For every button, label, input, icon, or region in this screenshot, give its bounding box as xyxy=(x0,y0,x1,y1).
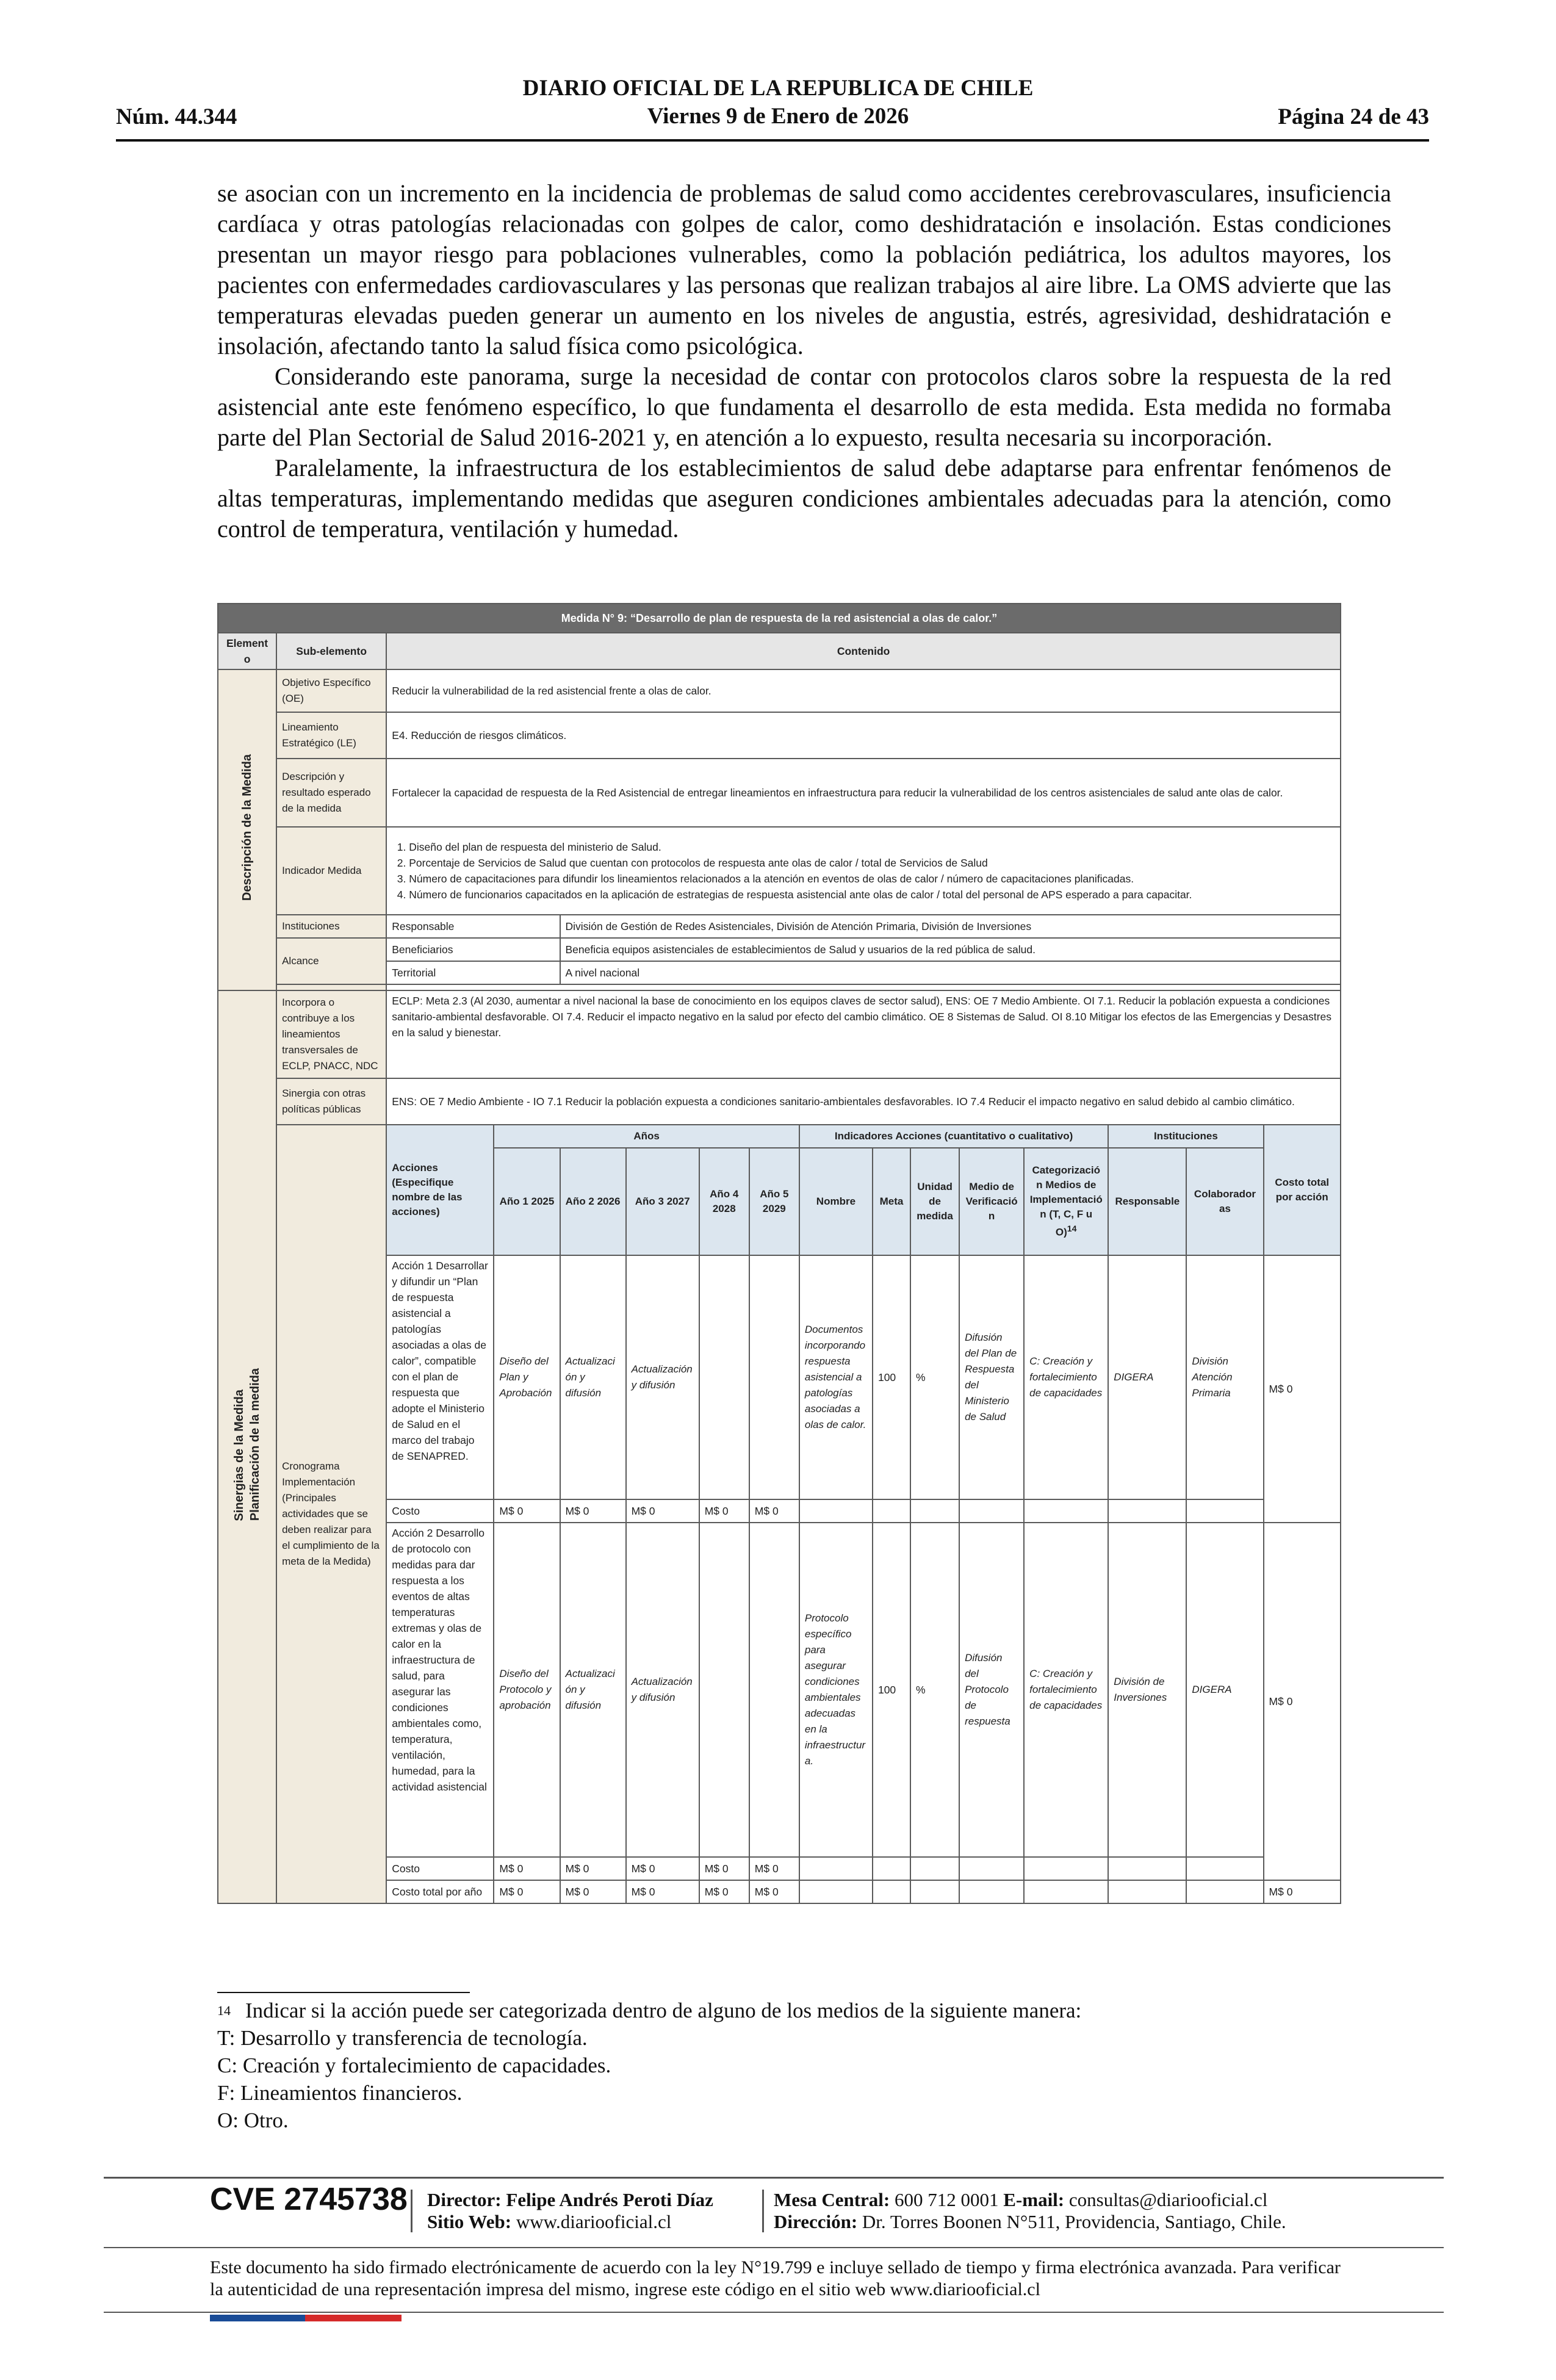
footnote-divider xyxy=(217,1992,470,1993)
action-2-total: M$ 0 xyxy=(1264,1523,1341,1880)
address: Dr. Torres Boonen N°511, Providencia, Santiago, Chile. xyxy=(862,2211,1286,2232)
indicator-item: 3. Número de capacitaciones para difundir los lineamientos relacionados a la atención en eventos de olas de calor / número de capacitaciones planificadas. xyxy=(409,871,1335,887)
total-by-year-label: Costo total por año xyxy=(386,1880,494,1903)
empty-cell xyxy=(959,1499,1024,1523)
web-link[interactable]: www.diariooficial.cl xyxy=(516,2211,672,2232)
subelement-le: Lineamiento Estratégico (LE) xyxy=(276,712,386,759)
mesa-label: Mesa Central: xyxy=(774,2189,890,2210)
spacer-cell xyxy=(276,984,386,990)
empty-cell xyxy=(959,1857,1024,1880)
action-2-cost-year-1: M$ 0 xyxy=(494,1857,560,1880)
action-1-year-3: Actualización y difusión xyxy=(626,1255,699,1499)
subelement-indicador: Indicador Medida xyxy=(276,827,386,915)
footer-divider xyxy=(104,2247,1444,2248)
table-row xyxy=(218,1880,1341,1903)
issue-number: Núm. 44.344 xyxy=(116,104,237,129)
action-2-medio: Difusión del Protocolo de respuesta xyxy=(959,1523,1024,1857)
newspaper-title: DIARIO OFICIAL DE LA REPUBLICA DE CHILE xyxy=(522,76,1034,101)
header-meta: Meta xyxy=(873,1148,910,1255)
empty-cell xyxy=(873,1499,910,1523)
empty-cell xyxy=(873,1880,910,1903)
action-2-year-3: Actualización y difusión xyxy=(626,1523,699,1857)
action-2-indicator: Protocolo específico para asegurar condiciones ambientales adecuadas en la infraestructura. xyxy=(799,1523,873,1857)
footer-divider xyxy=(104,2312,1444,2313)
subelement-cronograma: Cronograma Implementación (Principales actividades que se deben realizar para el cumplimiento de la meta de la Medida) xyxy=(276,1125,386,1903)
empty-cell xyxy=(910,1880,959,1903)
action-2-year-5 xyxy=(749,1523,799,1857)
empty-cell xyxy=(1024,1499,1108,1523)
action-1-colaboradoras: División Atención Primaria xyxy=(1186,1255,1263,1499)
footnote-item: O: Otro. xyxy=(217,2108,289,2132)
flag-stripe-blue xyxy=(210,2315,305,2321)
action-2-meta: 100 xyxy=(873,1523,910,1857)
action-1-name: Acción 1 Desarrollar y difundir un “Plan de respuesta asistencial a patologías asociadas a olas de calor”, compatible con el plan de respuesta que adopte el Ministerio de Salud en el marco del trabajo de SENAPRED. xyxy=(386,1255,494,1499)
le-value: E4. Reducción de riesgos climáticos. xyxy=(386,712,1341,759)
footnote xyxy=(217,1997,1081,2134)
beneficiarios-value: Beneficia equipos asistenciales de establecimientos de Salud y usuarios de la red pública de salud. xyxy=(560,938,1341,961)
total-year-3: M$ 0 xyxy=(626,1880,699,1903)
header-year-5: Año 5 2029 xyxy=(749,1148,799,1255)
beneficiarios-label: Beneficiarios xyxy=(386,938,560,961)
group-planificacion-label: Planificación de la medida xyxy=(248,1368,262,1521)
action-2-year-4 xyxy=(699,1523,749,1857)
action-1-medio: Difusión del Plan de Respuesta del Ministerio de Salud xyxy=(959,1255,1024,1499)
header-nombre: Nombre xyxy=(799,1148,873,1255)
director-label: Director: xyxy=(427,2189,502,2210)
empty-cell xyxy=(799,1499,873,1523)
action-2-cost-year-2: M$ 0 xyxy=(560,1857,626,1880)
measure-table xyxy=(217,603,1341,1904)
header-year-3: Año 3 2027 xyxy=(626,1148,699,1255)
measure-title: Medida N° 9: “Desarrollo de plan de respuesta de la red asistencial a olas de calor.” xyxy=(218,604,1341,633)
empty-cell xyxy=(873,1857,910,1880)
oe-value: Reducir la vulnerabilidad de la red asistencial frente a olas de calor. xyxy=(386,669,1341,712)
signature-notice: Este documento ha sido firmado electrónicamente de acuerdo con la ley N°19.799 e incluye sellado de tiempo y firma electrónica avanzada. Para verificar la autenticidad de una representación impresa del mismo, ingrese este código en el sitio web www.diariooficial.cl xyxy=(210,2257,1341,2299)
indicator-item: 1. Diseño del plan de respuesta del ministerio de Salud. xyxy=(409,839,1335,855)
total-year-2: M$ 0 xyxy=(560,1880,626,1903)
measure-table-wrapper xyxy=(217,603,1341,1899)
responsable-value: División de Gestión de Redes Asistenciales, División de Atención Primaria, División de Inversiones xyxy=(560,915,1341,938)
grand-total: M$ 0 xyxy=(1264,1880,1341,1903)
page-indicator: Página 24 de 43 xyxy=(1278,104,1429,129)
action-1-meta: 100 xyxy=(873,1255,910,1499)
action-1-cost-year-2: M$ 0 xyxy=(560,1499,626,1523)
territorial-label: Territorial xyxy=(386,961,560,984)
header-unidad: Unidad de medida xyxy=(910,1148,959,1255)
col-header-subelemento: Sub-elemento xyxy=(276,633,386,669)
footnote-ref: 14 xyxy=(1067,1224,1077,1235)
indicator-list-cell xyxy=(386,827,1341,915)
territorial-value: A nivel nacional xyxy=(560,961,1341,984)
issue-date: Viernes 9 de Enero de 2026 xyxy=(647,104,909,129)
descripcion-value: Fortalecer la capacidad de respuesta de la Red Asistencial de entregar lineamientos en infraestructura para reducir la vulnerabilidad de los centros asistenciales de salud ante olas de calor. xyxy=(386,759,1341,827)
footnote-text: Indicar si la acción puede ser categorizada dentro de alguno de los medios de la siguiente manera: xyxy=(245,1999,1082,2022)
header-year-2: Año 2 2026 xyxy=(560,1148,626,1255)
empty-cell xyxy=(799,1857,873,1880)
table-row xyxy=(218,1255,1341,1499)
indicator-list xyxy=(392,839,1335,903)
col-header-elemento: Elemento xyxy=(218,633,276,669)
action-1-cost-year-4: M$ 0 xyxy=(699,1499,749,1523)
col-header-contenido: Contenido xyxy=(386,633,1341,669)
indicator-item: 2. Porcentaje de Servicios de Salud que cuentan con protocolos de respuesta ante olas de calor / total de Servicios de Salud xyxy=(409,855,1335,871)
subelement-alcance: Alcance xyxy=(276,938,386,984)
subelement-incorpora: Incorpora o contribuye a los lineamientos transversales de ECLP, PNACC, NDC xyxy=(276,990,386,1078)
subelement-descripcion: Descripción y resultado esperado de la medida xyxy=(276,759,386,827)
empty-cell xyxy=(910,1857,959,1880)
group-descripcion xyxy=(218,669,276,990)
footer-divider xyxy=(104,2177,1444,2179)
paragraph: Paralelamente, la infraestructura de los establecimientos de salud debe adaptarse para enfrentar fenómenos de altas temperaturas, implementando medidas que aseguren condiciones ambientales adecuadas para la atención, como control de temperatura, ventilación y humedad. xyxy=(217,454,1391,543)
email-label: E-mail: xyxy=(1003,2189,1065,2210)
action-1-cost-year-5: M$ 0 xyxy=(749,1499,799,1523)
total-year-1: M$ 0 xyxy=(494,1880,560,1903)
indicator-item: 4. Número de funcionarios capacitados en la aplicación de estrategias de respuesta asistencial ante olas de calor / total del personal de APS esperado a para capacitar. xyxy=(409,887,1335,903)
paragraph: se asocian con un incremento en la incidencia de problemas de salud como accidentes cerebrovasculares, insuficiencia cardíaca y otras patologías relacionadas con golpes de calor, como deshidratación e insolación. Estas condiciones presentan un mayor riesgo para poblaciones vulnerables, como la población pediátrica, los adultos mayores, los pacientes con enfermedades cardiovasculares y las personas que realizan trabajos al aire libre. La OMS advierte que las temperaturas elevadas pueden generar un aumento en los niveles de angustia, estrés, agresividad, deshidratación e insolación, afectando tanto la salud física como psicológica. xyxy=(217,179,1391,359)
action-2-cost-year-5: M$ 0 xyxy=(749,1857,799,1880)
action-2-categoria: C: Creación y fortalecimiento de capacidades xyxy=(1024,1523,1108,1857)
footnote-line xyxy=(217,1997,1081,2024)
empty-cell xyxy=(1108,1857,1186,1880)
action-1-indicator: Documentos incorporando respuesta asistencial a patologías asociadas a olas de calor. xyxy=(799,1255,873,1499)
action-1-year-5 xyxy=(749,1255,799,1499)
empty-cell xyxy=(1186,1880,1263,1903)
footnote-item: F: Lineamientos financieros. xyxy=(217,2081,463,2105)
action-1-categoria: C: Creación y fortalecimiento de capacidades xyxy=(1024,1255,1108,1499)
header-divider xyxy=(116,139,1429,142)
footnote-number: 14 xyxy=(217,2003,231,2018)
action-2-colaboradoras: DIGERA xyxy=(1186,1523,1263,1857)
empty-cell xyxy=(1024,1857,1108,1880)
email-link[interactable]: consultas@diariooficial.cl xyxy=(1068,2189,1268,2210)
action-1-total: M$ 0 xyxy=(1264,1255,1341,1523)
body-text xyxy=(217,178,1391,544)
header-colaboradoras: Colaboradoras xyxy=(1186,1148,1263,1255)
table-row xyxy=(218,1857,1341,1880)
action-1-year-1: Diseño del Plan y Aprobación xyxy=(494,1255,560,1499)
empty-cell xyxy=(910,1499,959,1523)
empty-cell xyxy=(1024,1880,1108,1903)
empty-cell xyxy=(1108,1499,1186,1523)
subelement-instituciones: Instituciones xyxy=(276,915,386,938)
empty-cell xyxy=(799,1880,873,1903)
header-responsable: Responsable xyxy=(1108,1148,1186,1255)
action-1-cost-label: Costo xyxy=(386,1499,494,1523)
mesa-phone: 600 712 0001 xyxy=(895,2189,999,2210)
empty-cell xyxy=(1186,1857,1263,1880)
subelement-oe: Objetivo Específico (OE) xyxy=(276,669,386,712)
footnote-item: C: Creación y fortalecimiento de capacidades. xyxy=(217,2054,611,2077)
table-row xyxy=(218,1499,1341,1523)
action-2-name: Acción 2 Desarrollo de protocolo con medidas para dar respuesta a los eventos de altas temperaturas extremas y olas de calor en la infraestructura de salud, para asegurar las condiciones ambientales como, temperatura, ventilación, humedad, para la actividad asistencial xyxy=(386,1523,494,1857)
action-2-unit: % xyxy=(910,1523,959,1857)
action-2-cost-year-3: M$ 0 xyxy=(626,1857,699,1880)
action-1-cost-year-3: M$ 0 xyxy=(626,1499,699,1523)
action-1-year-4 xyxy=(699,1255,749,1499)
header-indicadores: Indicadores Acciones (cuantitativo o cualitativo) xyxy=(799,1125,1108,1148)
header-year-4: Año 4 2028 xyxy=(699,1148,749,1255)
header-instituciones: Instituciones xyxy=(1108,1125,1263,1148)
sinergia-value: ENS: OE 7 Medio Ambiente - IO 7.1 Reducir la población expuesta a condiciones sanitario-ambientales desfavorables. IO 7.4 Reducir el impacto negativo en salud debido al cambio climático. xyxy=(386,1078,1341,1125)
cve-code: CVE 2745738 xyxy=(210,2182,408,2217)
header-costo-total: Costo total por acción xyxy=(1264,1125,1341,1255)
total-year-5: M$ 0 xyxy=(749,1880,799,1903)
empty-cell xyxy=(1186,1499,1263,1523)
action-2-responsable: División de Inversiones xyxy=(1108,1523,1186,1857)
incorpora-value: ECLP: Meta 2.3 (Al 2030, aumentar a nivel nacional la base de conocimiento en los equipos claves de sector salud), ENS: OE 7 Medio Ambiente. OI 7.1. Reducir la población expuesta a condiciones sanitario-ambiental desfavorable. OI 7.4. Reducir el impacto negativo en la salud por efecto del cambio climático. OE 8 Sistemas de Salud. OI 8.10 Mitigar los efectos de las Emergencias y Desastres en la salud y bienestar. xyxy=(386,990,1341,1078)
header-acciones: Acciones (Especifique nombre de las acciones) xyxy=(386,1125,494,1255)
footer-separator xyxy=(762,2190,764,2232)
action-1-unit: % xyxy=(910,1255,959,1499)
footnote-item: T: Desarrollo y transferencia de tecnología. xyxy=(217,2026,588,2050)
paragraph: Considerando este panorama, surge la necesidad de contar con protocolos claros sobre la respuesta de la red asistencial ante este fenómeno específico, lo que fundamenta el desarrollo de esta medida. Esta medida no formaba parte del Plan Sectorial de Salud 2016-2021 y, en atención a lo expuesto, resulta necesaria su incorporación. xyxy=(217,362,1391,451)
action-2-cost-year-4: M$ 0 xyxy=(699,1857,749,1880)
group-sinergias-label: Sinergias de la Medida xyxy=(232,1389,247,1521)
footer-separator xyxy=(411,2190,412,2232)
responsable-label: Responsable xyxy=(386,915,560,938)
action-2-year-2: Actualización y difusión xyxy=(560,1523,626,1857)
footer-director-block xyxy=(427,2189,713,2233)
empty-cell xyxy=(959,1880,1024,1903)
spacer-cell xyxy=(386,984,1341,990)
flag-stripe-red xyxy=(305,2315,402,2321)
action-2-year-1: Diseño del Protocolo y aprobación xyxy=(494,1523,560,1857)
group-descripcion-label: Descripción de la Medida xyxy=(240,754,254,901)
header-year-1: Año 1 2025 xyxy=(494,1148,560,1255)
total-year-4: M$ 0 xyxy=(699,1880,749,1903)
address-label: Dirección: xyxy=(774,2211,858,2232)
action-1-cost-year-1: M$ 0 xyxy=(494,1499,560,1523)
action-2-cost-label: Costo xyxy=(386,1857,494,1880)
action-1-responsable: DIGERA xyxy=(1108,1255,1186,1499)
web-label: Sitio Web: xyxy=(427,2211,512,2232)
action-1-year-2: Actualización y difusión xyxy=(560,1255,626,1499)
group-sinergias xyxy=(218,990,276,1903)
header-categorizacion xyxy=(1024,1148,1108,1255)
subelement-sinergia: Sinergia con otras políticas públicas xyxy=(276,1078,386,1125)
table-row xyxy=(218,1523,1341,1857)
header-categorizacion-text: Categorización Medios de Implementación (T, C, F u O) xyxy=(1029,1164,1103,1238)
footer-contact-block xyxy=(774,2189,1286,2233)
header-anos: Años xyxy=(494,1125,799,1148)
empty-cell xyxy=(1108,1880,1186,1903)
header-medio: Medio de Verificación xyxy=(959,1148,1024,1255)
director-name: Felipe Andrés Peroti Díaz xyxy=(506,2189,713,2210)
